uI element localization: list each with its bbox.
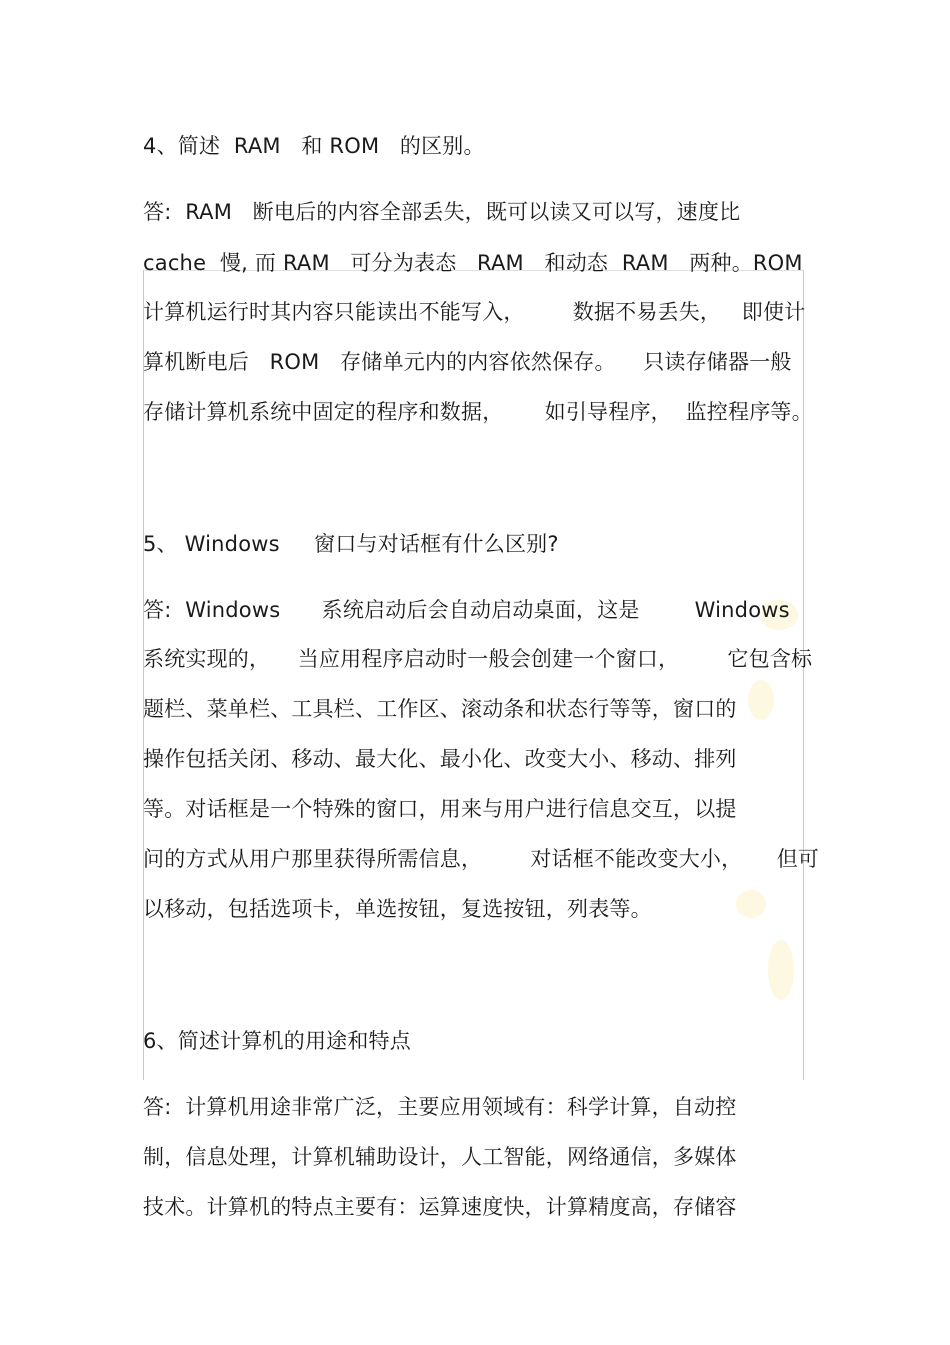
paper-stain	[748, 680, 774, 720]
question-5-answer-line: 问的方式从用户那里获得所需信息， 对话框不能改变大小， 但可	[143, 847, 820, 871]
paper-stain	[736, 890, 766, 918]
paper-stain	[768, 940, 794, 1000]
scan-frame-right	[803, 270, 804, 1080]
question-6-answer-line: 制，信息处理，计算机辅助设计，人工智能，网络通信，多媒体	[143, 1145, 737, 1169]
question-4-answer-line: 存储计算机系统中固定的程序和数据， 如引导程序， 监控程序等。	[143, 400, 813, 424]
question-5-answer-line: 答: Windows 系统启动后会自动启动桌面，这是 Windows	[143, 598, 790, 622]
question-5-title: 5、 Windows 窗口与对话框有什么区别?	[143, 532, 559, 556]
question-5-answer-line: 等。对话框是一个特殊的窗口，用来与用户进行信息交互，以提	[143, 797, 737, 821]
question-4-answer-line: 答: RAM 断电后的内容全部丢失，既可以读又可以写，速度比	[143, 200, 741, 224]
question-5-answer-line: 系统实现的， 当应用程序启动时一般会创建一个窗口， 它包含标	[143, 647, 813, 671]
question-4-title: 4、简述 RAM 和 ROM 的区别。	[143, 134, 485, 158]
question-5-answer-line: 以移动，包括选项卡，单选按钮，复选按钮，列表等。	[143, 897, 652, 921]
question-4-answer-line: 算机断电后 ROM 存储单元内的内容依然保存。 只读存储器一般	[143, 350, 792, 374]
question-4-answer-line: cache 慢, 而 RAM 可分为表态 RAM 和动态 RAM 两种。ROM	[143, 251, 803, 275]
question-6-answer-line: 答: 计算机用途非常广泛，主要应用领域有：科学计算，自动控	[143, 1095, 737, 1119]
question-6-title: 6、简述计算机的用途和特点	[143, 1029, 411, 1053]
question-5-answer-line: 操作包括关闭、移动、最大化、最小化、改变大小、移动、排列	[143, 747, 737, 771]
scan-frame-left	[143, 270, 144, 1080]
question-6-answer-line: 技术。计算机的特点主要有：运算速度快，计算精度高，存储容	[143, 1195, 737, 1219]
question-5-answer-line: 题栏、菜单栏、工具栏、工作区、滚动条和状态行等等，窗口的	[143, 697, 737, 721]
question-4-answer-line: 计算机运行时其内容只能读出不能写入， 数据不易丢失， 即使计	[143, 300, 806, 324]
